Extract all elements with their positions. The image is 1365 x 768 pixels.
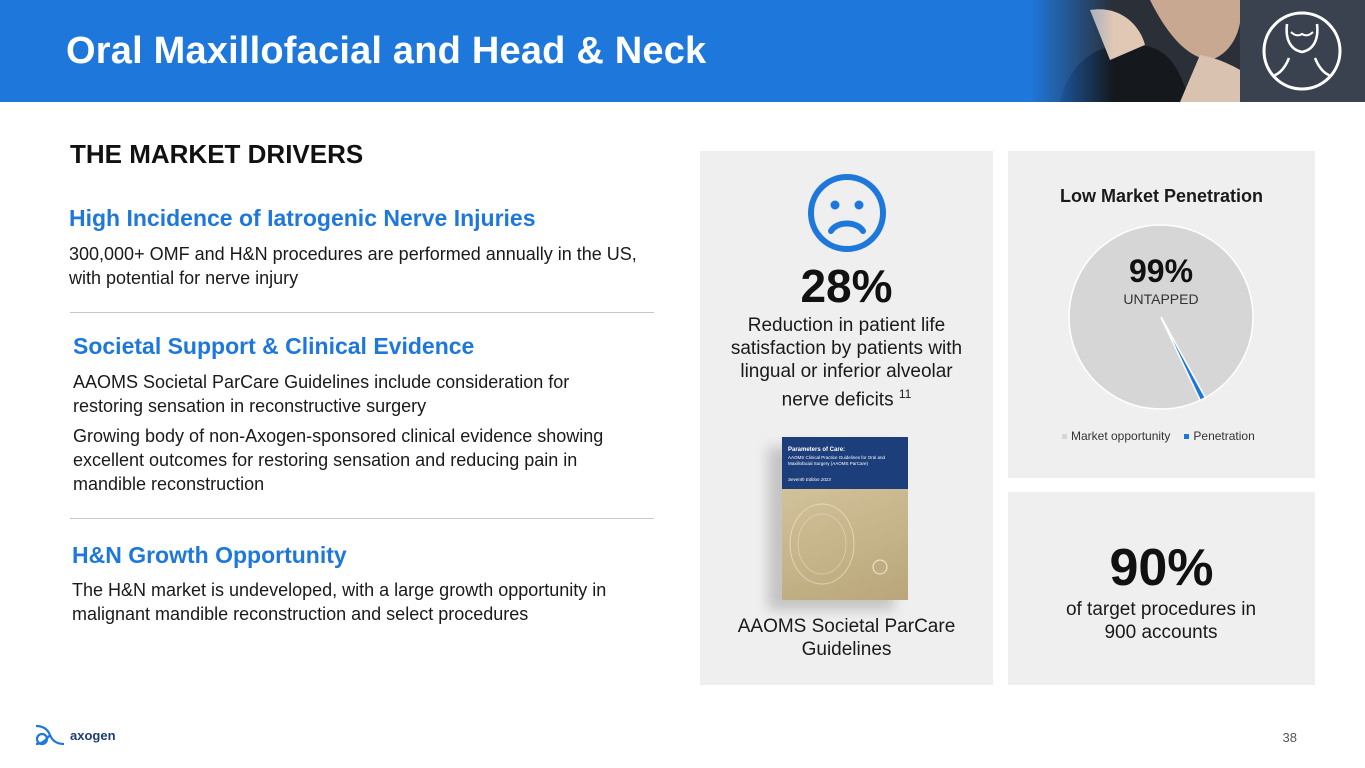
book-cover-bottom xyxy=(782,489,908,600)
target-stat: 90% xyxy=(1109,539,1214,597)
book-edition: Seventh Edition 2023 xyxy=(788,477,831,482)
driver-text-evidence: Growing body of non-Axogen-sponsored clinical evidence showing excellent outcomes for restoring sensation and reducing pain in mandible reconstruction xyxy=(73,426,604,494)
chart-title: Low Market Penetration xyxy=(1059,186,1264,206)
untapped-label: UNTAPPED xyxy=(1123,291,1199,307)
header-bar xyxy=(0,0,1365,102)
satisfaction-stat: 28% xyxy=(800,260,893,312)
legend-item-market-opportunity xyxy=(1062,429,1170,443)
driver-title-growth: H&N Growth Opportunity xyxy=(72,542,347,568)
guidelines-caption: AAOMS Societal ParCare Guidelines xyxy=(737,616,956,660)
axogen-logo-icon xyxy=(34,722,66,748)
page-number: 38 xyxy=(1282,730,1297,745)
head-neck-badge-icon xyxy=(1261,10,1343,92)
legend-label: Penetration xyxy=(1193,429,1255,443)
page-title: Oral Maxillofacial and Head & Neck xyxy=(66,30,707,72)
axogen-logo-text: axogen xyxy=(70,727,116,743)
satisfaction-text xyxy=(716,314,977,411)
legend-swatch xyxy=(1184,434,1189,439)
satisfaction-panel xyxy=(700,151,993,685)
divider xyxy=(70,518,654,519)
satisfaction-description: Reduction in patient life satisfaction by patients with lingual or inferior alveolar nerve deficits xyxy=(730,315,963,411)
driver-text-iatrogenic: 300,000+ OMF and H&N procedures are performed annually in the US, with potential for nerve injury xyxy=(69,244,637,288)
target-text: of target procedures in 900 accounts xyxy=(1065,599,1257,643)
driver-text-growth: The H&N market is undeveloped, with a large growth opportunity in malignant mandible reconstruction and select procedures xyxy=(72,580,607,624)
penetration-panel xyxy=(1008,151,1315,478)
chart-legend xyxy=(1062,429,1255,443)
driver-title-iatrogenic: High Incidence of Iatrogenic Nerve Injuries xyxy=(69,205,536,231)
book-subtitle: AAOMS Clinical Practice Guidelines for Oral and Maxillofacial Surgery (AAOMS ParCare) xyxy=(788,455,886,466)
divider xyxy=(70,312,654,313)
target-panel xyxy=(1008,492,1315,685)
driver-title-societal: Societal Support & Clinical Evidence xyxy=(73,333,475,359)
legend-label: Market opportunity xyxy=(1071,429,1171,443)
penetration-pie-chart xyxy=(1068,224,1254,410)
book-cover-top xyxy=(782,437,908,489)
axogen-logo xyxy=(34,722,116,748)
book-title: Parameters of Care: xyxy=(788,447,846,453)
sad-face-icon xyxy=(807,173,887,253)
untapped-stat: 99% xyxy=(1128,253,1194,289)
book-skull-graphic xyxy=(782,489,908,600)
driver-text-guidelines: AAOMS Societal ParCare Guidelines include consideration for restoring sensation in reconstructive surgery xyxy=(73,372,570,416)
legend-swatch xyxy=(1062,434,1067,439)
legend-item-penetration xyxy=(1184,429,1254,443)
section-heading: THE MARKET DRIVERS xyxy=(70,139,364,169)
guidelines-book-cover xyxy=(782,437,908,600)
footnote: 11 xyxy=(898,387,912,401)
